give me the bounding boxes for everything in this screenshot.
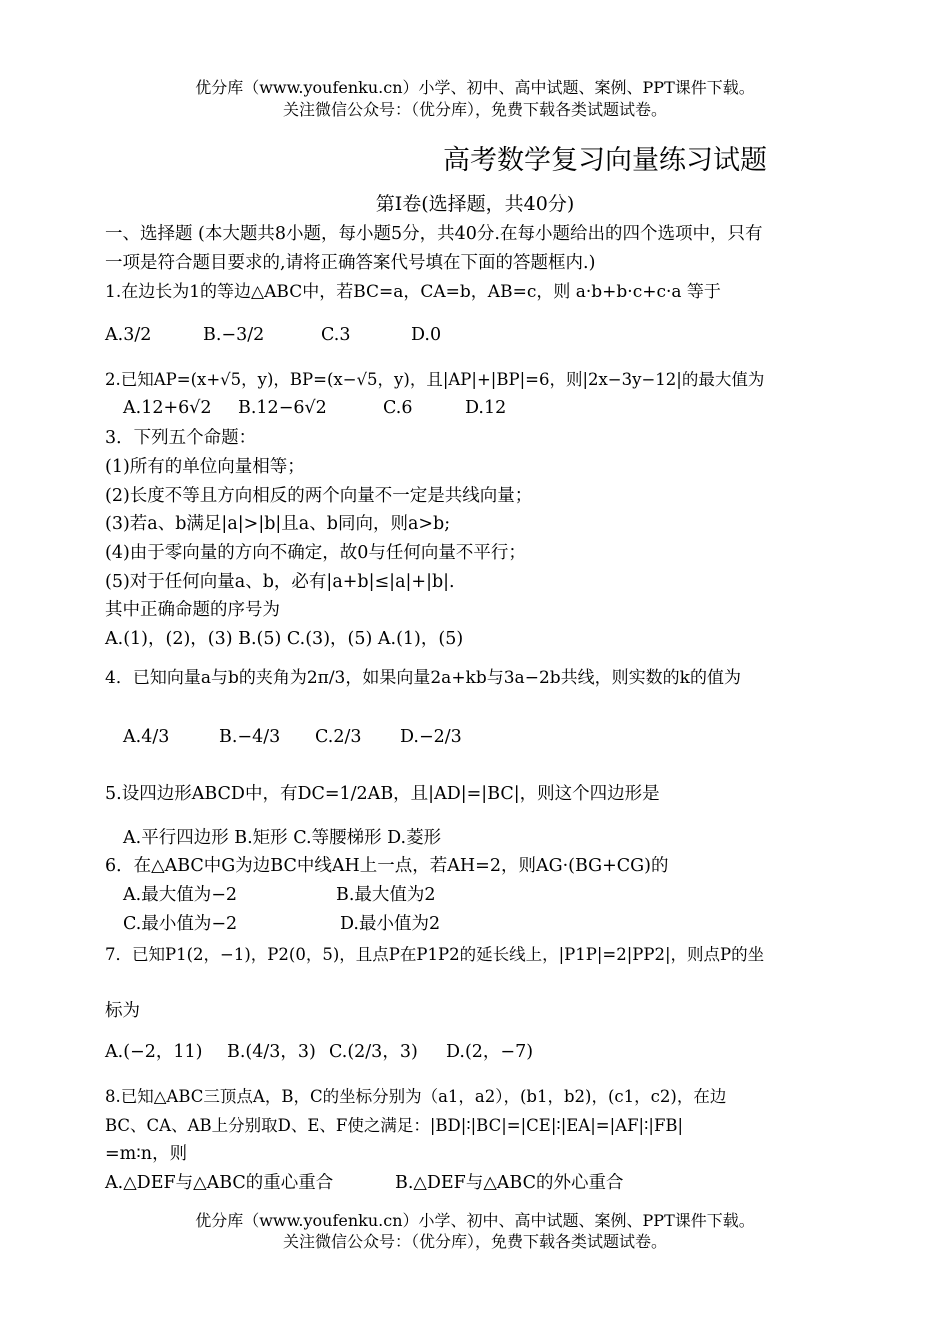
q3-item: (5)对于任何向量a、b，必有|a+b|≤|a|+|b|. <box>105 572 455 592</box>
q8-stem-3: =m∶n，则 <box>105 1144 188 1164</box>
q2-option: C.6 <box>383 398 413 418</box>
q6-option-a: A.最大值为−2 <box>123 885 237 905</box>
q8-option-a: A.△DEF与△ABC的重心重合 <box>105 1173 334 1193</box>
q3-ask: 其中正确命题的序号为 <box>105 600 280 620</box>
q4-stem: 4．已知向量a与b的夹角为2π/3，如果向量2a+kb与3a−2b共线，则实数的k的值为 <box>105 668 741 688</box>
q2-options <box>123 396 506 420</box>
footer-line-2: 关注微信公众号：（优分库），免费下载各类试题试卷。 <box>282 1232 667 1251</box>
q6-option-d: D.最小值为2 <box>340 914 441 934</box>
q6-option-c: C.最小值为−2 <box>123 914 238 934</box>
q8-option-b: B.△DEF与△ABC的外心重合 <box>395 1173 624 1193</box>
q4-option: D.−2/3 <box>400 727 462 747</box>
q1-option: D.0 <box>411 325 442 345</box>
q7-option: B.(4/3，3) <box>227 1042 316 1062</box>
q7-option: D.(2，−7) <box>446 1042 534 1062</box>
q4-option: B.−4/3 <box>219 727 281 747</box>
header-line-1: 优分库（www.youfenku.cn）小学、初中、高中试题、案例、PPT课件下载。 <box>195 78 755 97</box>
q7-option: A.(−2，11) <box>105 1042 203 1062</box>
q5-stem: 5.设四边形ABCD中，有DC=1/2AB，且|AD|=|BC|，则这个四边形是 <box>105 784 660 804</box>
q5-options: A.平行四边形 B.矩形 C.等腰梯形 D.菱形 <box>123 828 442 848</box>
page-title: 高考数学复习向量练习试题 <box>443 145 767 176</box>
q6-option-b: B.最大值为2 <box>336 885 436 905</box>
section-title: 第Ⅰ卷(选择题，共40分) <box>375 193 575 215</box>
q8-stem: 8.已知△ABC三顶点A，B，C的坐标分别为（a1，a2），(b1，b2)，(c1，c2)，在边 <box>105 1087 727 1106</box>
q2-option: D.12 <box>465 398 507 418</box>
q1-option: C.3 <box>321 325 351 345</box>
q3-options: A.(1)，(2)，(3) B.(5) C.(3)，(5) A.(1)，(5) <box>105 629 464 649</box>
q7-stem: 7．已知P1(2，−1)，P2(0，5)，且点P在P1P2的延长线上，|P1P|=2|PP2|，则点P的坐 <box>105 945 765 964</box>
q3-stem: 3．下列五个命题： <box>105 428 257 448</box>
q4-option: C.2/3 <box>315 727 362 747</box>
q3-item: (3)若a、b满足|a|>|b|且a、b同向，则a>b; <box>105 514 451 534</box>
q2-stem: 2.已知AP=(x+√5，y)，BP=(x−√5，y)，且|AP|+|BP|=6，则|2x−3y−12|的最大值为 <box>105 370 765 389</box>
q1-option: B.−3/2 <box>203 325 265 345</box>
intro-line-2: 一项是符合题目要求的,请将正确答案代号填在下面的答题框内.) <box>105 253 596 273</box>
q4-options <box>123 725 462 749</box>
q7-options <box>105 1040 533 1064</box>
q3-item: (1)所有的单位向量相等； <box>105 457 305 477</box>
footer-line-1: 优分库（www.youfenku.cn）小学、初中、高中试题、案例、PPT课件下载。 <box>195 1211 755 1230</box>
q3-item: (2)长度不等且方向相反的两个向量不一定是共线向量； <box>105 486 533 506</box>
q4-option: A.4/3 <box>123 727 170 747</box>
q2-option: B.12−6√2 <box>238 398 327 418</box>
intro-line-1: 一、选择题 (本大题共8小题，每小题5分，共40分.在每小题给出的四个选项中，只有 <box>105 224 763 244</box>
q1-options <box>105 323 445 347</box>
q1-stem: 1.在边长为1的等边△ABC中，若BC=a，CA=b，AB=c，则 a·b+b·c+c·a 等于 <box>105 282 721 302</box>
header-line-2: 关注微信公众号：（优分库），免费下载各类试题试卷。 <box>282 100 667 119</box>
q1-option: A.3/2 <box>105 325 152 345</box>
q7-option: C.(2/3，3) <box>329 1042 418 1062</box>
q2-option: A.12+6√2 <box>123 398 212 418</box>
q3-item: (4)由于零向量的方向不确定，故0与任何向量不平行； <box>105 543 526 563</box>
q7-stem-2: 标为 <box>105 1001 140 1021</box>
q8-stem-2: BC、CA、AB上分别取D、E、F使之满足：|BD|∶|BC|=|CE|∶|EA|=|AF|∶|FB| <box>105 1116 684 1135</box>
q6-stem: 6．在△ABC中G为边BC中线AH上一点，若AH=2，则AG·(BG+CG)的 <box>105 856 669 876</box>
